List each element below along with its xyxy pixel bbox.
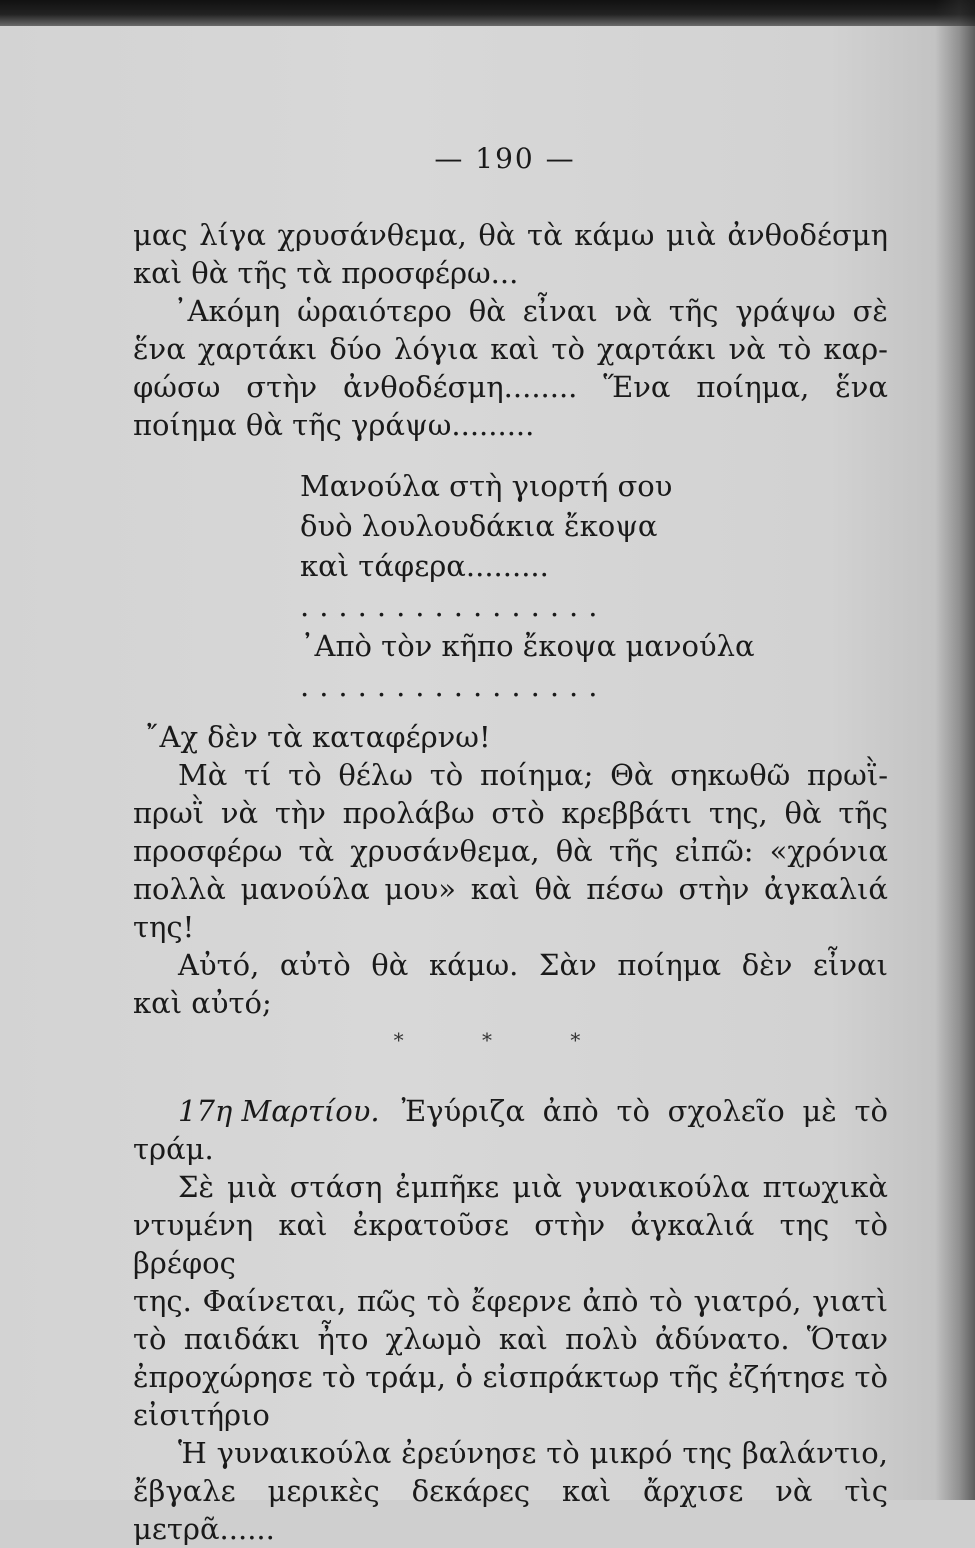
entry-first-line (133, 1092, 888, 1130)
poem-line: Μανούλα στὴ γιορτή σου (300, 469, 673, 503)
text-line: Ἐγύριζα ἀπὸ τὸ σχολεῖο μὲ τὸ (401, 1094, 888, 1128)
entry-date: 17η Μαρτίου. (178, 1094, 380, 1128)
text-line: ποίημα θὰ τῆς γράψω......... (133, 408, 535, 442)
scan-top-border (0, 0, 975, 26)
text-line: καὶ θὰ τῆς τὰ προσφέρω... (133, 256, 519, 290)
text-line: τράμ. (133, 1132, 214, 1166)
text-line: πρωῒ νὰ τὴν προλάβω στὸ κρεββάτι της, θὰ τῆς (133, 796, 888, 830)
page-number: — 190 — (434, 142, 576, 175)
text-line: μας λίγα χρυσάνθεμα, θὰ τὰ κάμω μιὰ ἀνθοδέσμη (133, 218, 888, 252)
section-separator: * * * (393, 1028, 617, 1052)
text-line: πολλὰ μανούλα μου» καὶ θὰ πέσω στὴν ἀγκαλιά της! (133, 872, 888, 944)
text-line: ντυμένη καὶ ἐκρατοῦσε στὴν ἀγκαλιά της τὸ βρέφος (133, 1208, 888, 1280)
text-line: φώσω στὴν ἀνθοδέσμη........ Ἕνα ποίημα, ἕνα (133, 370, 888, 404)
text-line: ἐπροχώρησε τὸ τράμ, ὁ εἰσπράκτωρ τῆς ἐζήτησε τὸ (133, 1360, 888, 1394)
page-edge-shadow (935, 0, 975, 1500)
text-line: της. Φαίνεται, πῶς τὸ ἔφερνε ἀπὸ τὸ γιατρό, γιατὶ (133, 1284, 888, 1318)
poem-line: ᾿Απὸ τὸν κῆπο ἔκοψα μανούλα (300, 629, 755, 663)
text-line: εἰσιτήριο (133, 1398, 270, 1432)
text-line: τὸ παιδάκι ἦτο χλωμὸ καὶ πολὺ ἀδύνατο. Ὅταν (133, 1322, 888, 1356)
text-line: Αὐτό, αὐτὸ θὰ κάμω. Σὰν ποίημα δὲν εἶναι (178, 948, 888, 982)
text-line: ἕνα χαρτάκι δύο λόγια καὶ τὸ χαρτάκι νὰ τὸ καρ- (133, 332, 888, 366)
text-line: καὶ αὐτό; (133, 986, 272, 1020)
paragraph-2 (133, 718, 888, 1022)
poem-line: δυὸ λουλουδάκια ἔκοψα (300, 509, 658, 543)
text-line: Σὲ μιὰ στάση ἐμπῆκε μιὰ γυναικούλα πτωχικὰ (178, 1170, 888, 1204)
poem-ellipsis-line: ................ (300, 669, 608, 703)
paragraph-1 (133, 216, 888, 444)
poem (300, 466, 755, 706)
poem-ellipsis-line: ................ (300, 589, 608, 623)
diary-entry (133, 1092, 888, 1548)
poem-line: καὶ τάφερα......... (300, 549, 549, 583)
text-line: Μὰ τί τὸ θέλω τὸ ποίημα; Θὰ σηκωθῶ πρωῒ- (178, 758, 888, 792)
text-line: Ἡ γυναικούλα ἐρεύνησε τὸ μικρό της βαλάντιο, (178, 1436, 888, 1470)
text-line: ᾿Ακόμη ὡραιότερο θὰ εἶναι νὰ τῆς γράψω σὲ (173, 294, 888, 328)
text-line: ῎Αχ δὲν τὰ καταφέρνω! (145, 720, 491, 754)
text-line: ἔβγαλε μερικὲς δεκάρες καὶ ἄρχισε νὰ τὶς μετρᾶ...... (133, 1474, 888, 1546)
text-line: προσφέρω τὰ χρυσάνθεμα, θὰ τῆς εἰπῶ: «χρόνια (133, 834, 888, 868)
